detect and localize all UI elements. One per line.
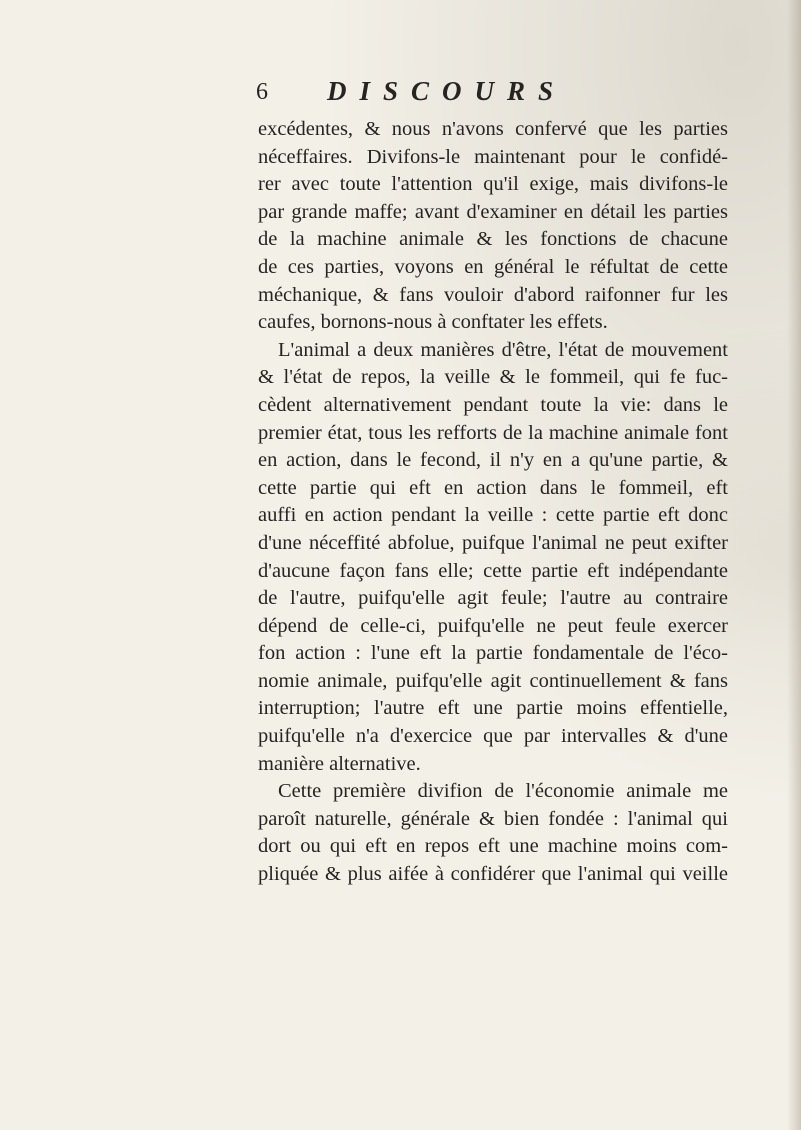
text-line: fon action : l'une eft la partie fondamentale de l'éco- (258, 642, 728, 665)
text-line: cette partie qui eft en action dans le fommeil, eft (258, 476, 728, 499)
text-line: de la machine animale & les fonctions de chacune (258, 228, 728, 251)
text-line: de ces parties, voyons en général le réfultat de cette (258, 255, 728, 278)
text-line: dépend de celle-ci, puifqu'elle ne peut feule exercer (258, 614, 728, 637)
text-line: d'une néceffité abfolue, puifque l'animal ne peut exifter (258, 531, 728, 554)
page-edge-shadow (787, 0, 801, 1130)
text-line: caufes, bornons-nous à conftater les effets. (258, 311, 608, 334)
text-line: néceffaires. Divifons-le maintenant pour le confidé- (258, 145, 728, 168)
text-line: pliquée & plus aifée à confidérer que l'animal qui veille (258, 863, 728, 886)
body-text (258, 116, 728, 889)
text-line: interruption; l'autre eft une partie moins effentielle, (258, 697, 728, 720)
text-line: L'animal a deux manières d'être, l'état de mouvement (278, 338, 728, 361)
text-line: en action, dans le fecond, il n'y en a qu'une partie, & (258, 449, 728, 472)
text-line: dort ou qui eft en repos eft une machine moins com- (258, 835, 728, 858)
text-line: cèdent alternativement pendant toute la vie: dans le (258, 393, 728, 416)
text-line: d'aucune façon fans elle; cette partie eft indépendante (258, 559, 728, 582)
text-line: Cette première divifion de l'économie animale me (278, 780, 728, 803)
running-head: DISCOURS (327, 76, 567, 106)
page-number: 6 (256, 79, 268, 105)
text-line: rer avec toute l'attention qu'il exige, mais divifons-le (258, 173, 728, 196)
text-line: puifqu'elle n'a d'exercice que par intervalles & d'une (258, 725, 728, 748)
text-line: premier état, tous les refforts de la machine animale font (258, 421, 728, 444)
page-header (256, 78, 656, 118)
text-line: nomie animale, puifqu'elle agit continuellement & fans (258, 669, 728, 692)
text-line: excédentes, & nous n'avons confervé que les parties (258, 118, 728, 140)
text-line: & l'état de repos, la veille & le fommeil, qui fe fuc- (258, 366, 728, 389)
text-line: paroît naturelle, générale & bien fondée : l'animal qui (258, 807, 728, 830)
text-line: méchanique, & fans vouloir d'abord raifonner fur les (258, 283, 728, 306)
text-line: par grande maffe; avant d'examiner en détail les parties (258, 200, 728, 223)
text-line: de l'autre, puifqu'elle agit feule; l'autre au contraire (258, 587, 728, 610)
text-line: manière alternative. (258, 752, 421, 775)
text-line: auffi en action pendant la veille : cette partie eft donc (258, 504, 728, 527)
